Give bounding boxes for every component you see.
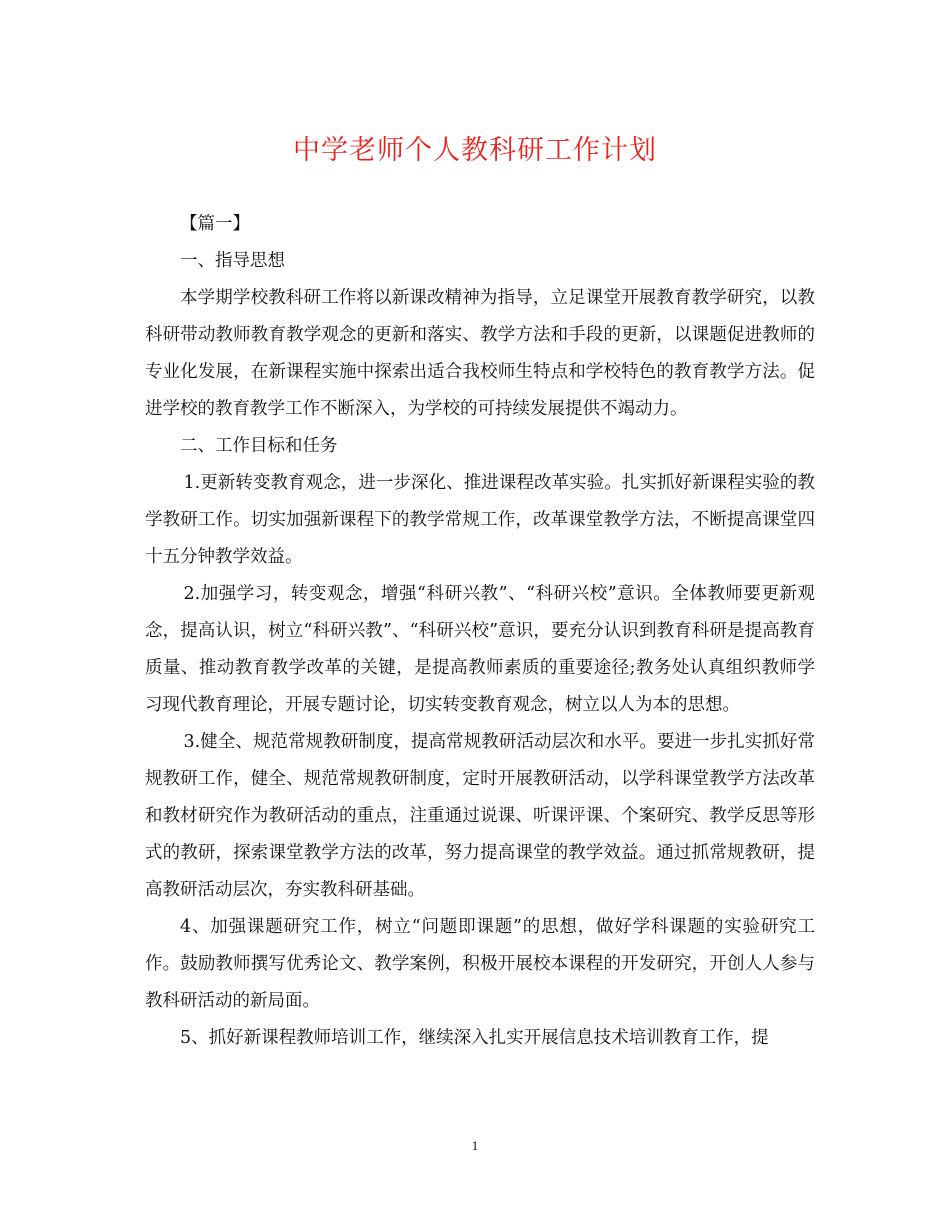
page-number: 1 — [471, 1138, 479, 1153]
task-item-1: 1.更新转变教育观念，进一步深化、推进课程改革实验。扎实抓好新课程实验的教学教研工作。切实加强新课程下的教学常规工作，改革课堂教学方法，不断提高课堂四十五分钟教学效益。 — [145, 473, 815, 567]
task-item-2: 2.加强学习，转变观念，增强“科研兴教”、“科研兴校”意识。全体教师要更新观念，提高认识，树立“科研兴教”、“科研兴校”意识，要充分认识到教育科研是提高教育质量、推动教育教学改革的关键，是提高教师素质的重要途径;教务处认真组织教师学习现代教育理论，开展专题讨论，切实转变教育观念，树立以人为本的思想。 — [145, 584, 815, 715]
task-item-3: 3.健全、规范常规教研制度，提高常规教研活动层次和水平。要进一步扎实抓好常规教研工作，健全、规范常规教研制度，定时开展教研活动，以学科课堂教学方法改革和教材研究作为教研活动的重点，注重通过说课、听课评课、个案研究、教学反思等形式的教研，探索课堂教学方法的改革，努力提高课堂的教学效益。通过抓常规教研，提高教研活动层次，夯实教科研基础。 — [145, 732, 815, 900]
task-item-4: 4、加强课题研究工作，树立“问题即课题”的思想，做好学科课题的实验研究工作。鼓励教师撰写优秀论文、教学案例，积极开展校本课程的开发研究，开创人人参与教科研活动的新局面。 — [145, 917, 815, 1011]
section-heading-1: 一、指导思想 — [180, 251, 285, 271]
section-heading-2: 二、工作目标和任务 — [180, 436, 338, 456]
task-item-5: 5、抓好新课程教师培训工作，继续深入扎实开展信息技术培训教育工作，提 — [180, 1028, 769, 1048]
document-body — [145, 206, 815, 1057]
section-paragraph-1: 本学期学校教科研工作将以新课改精神为指导，立足课堂开展教育教学研究，以教科研带动教师教育教学观念的更新和落实、教学方法和手段的更新，以课题促进教师的专业化发展，在新课程实施中探索出适合我校师生特点和学校特色的教育教学方法。促进学校的教育教学工作不断深入，为学校的可持续发展提供不竭动力。 — [145, 288, 815, 419]
document-title: 中学老师个人教科研工作计划 — [293, 135, 657, 166]
part-label: 【篇一】 — [180, 214, 250, 234]
